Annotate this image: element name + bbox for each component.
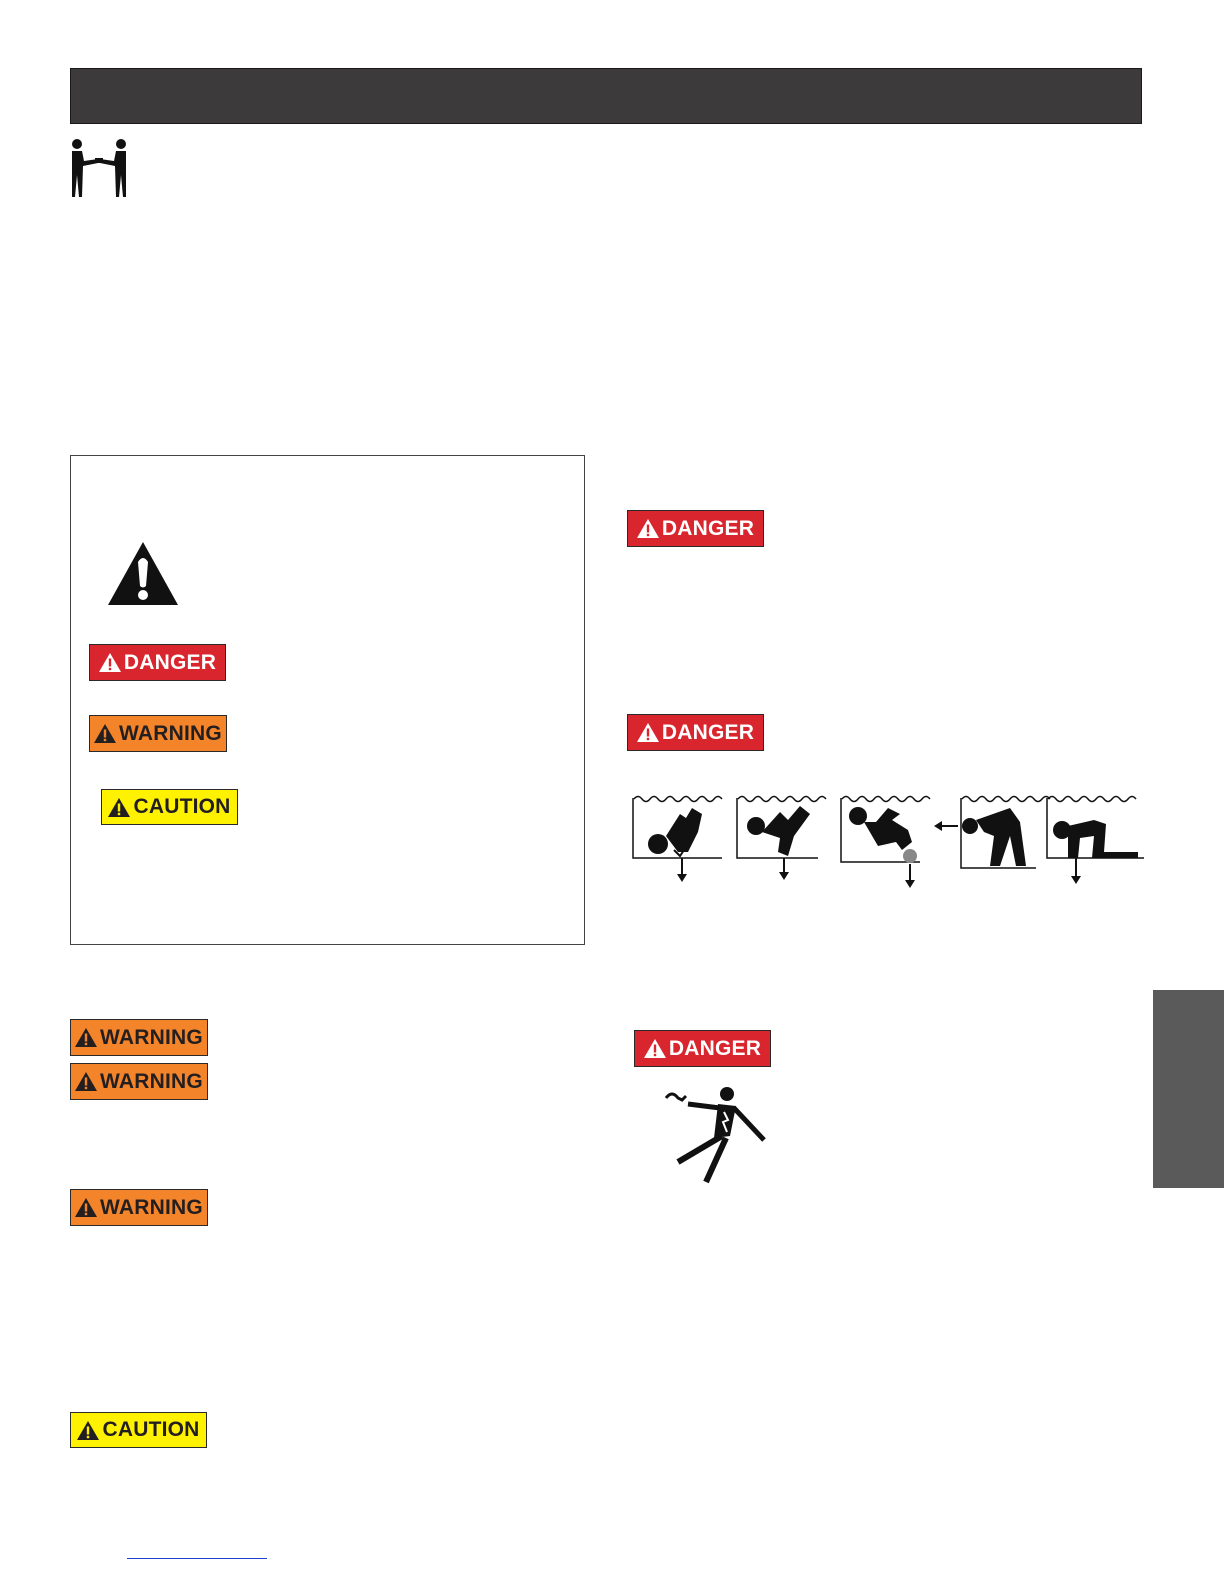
caution-badge [70, 1412, 207, 1448]
safety-alert-exclamation-triangle-icon [107, 540, 179, 606]
electric-shock-icon [664, 1084, 770, 1188]
warning-label: WARNING [100, 1069, 203, 1093]
alert-triangle-icon [637, 723, 659, 742]
link-underline[interactable] [127, 1558, 267, 1559]
warning-label: WARNING [119, 721, 222, 745]
safety-legend-box [70, 455, 585, 945]
legend-danger-badge [89, 644, 226, 681]
alert-triangle-icon [75, 1028, 97, 1047]
body-entrapment-icon [841, 797, 930, 889]
danger-badge [627, 714, 764, 751]
legend-warning-badge [89, 715, 227, 752]
two-people-handshake-icon [68, 137, 130, 199]
warning-badge [70, 1019, 208, 1056]
legend-caution-badge [101, 789, 238, 825]
alert-triangle-icon [108, 798, 130, 817]
danger-label: DANGER [668, 1036, 762, 1060]
caution-label: CAUTION [102, 1418, 200, 1441]
danger-label: DANGER [123, 650, 217, 674]
alert-triangle-icon [94, 724, 116, 743]
caution-label: CAUTION [133, 795, 231, 818]
alert-triangle-icon [644, 1039, 666, 1058]
evisceration-icon [934, 797, 1050, 869]
entrapment-hazards-pictogram-row [630, 792, 1146, 892]
alert-triangle-icon [77, 1421, 99, 1440]
section-side-tab [1153, 990, 1224, 1188]
alert-triangle-icon [99, 653, 121, 672]
danger-badge [634, 1030, 771, 1067]
alert-triangle-icon [75, 1198, 97, 1217]
alert-triangle-icon [75, 1072, 97, 1091]
warning-label: WARNING [100, 1195, 203, 1219]
danger-badge [627, 510, 764, 547]
danger-label: DANGER [661, 516, 755, 540]
mechanical-entrapment-icon [1047, 797, 1144, 885]
warning-badge [70, 1063, 208, 1100]
danger-label: DANGER [661, 720, 755, 744]
alert-triangle-icon [637, 519, 659, 538]
limb-entrapment-icon [737, 797, 826, 881]
section-header-bar [70, 68, 1142, 124]
hair-entrapment-icon [633, 797, 722, 883]
warning-label: WARNING [100, 1025, 203, 1049]
warning-badge [70, 1189, 208, 1226]
